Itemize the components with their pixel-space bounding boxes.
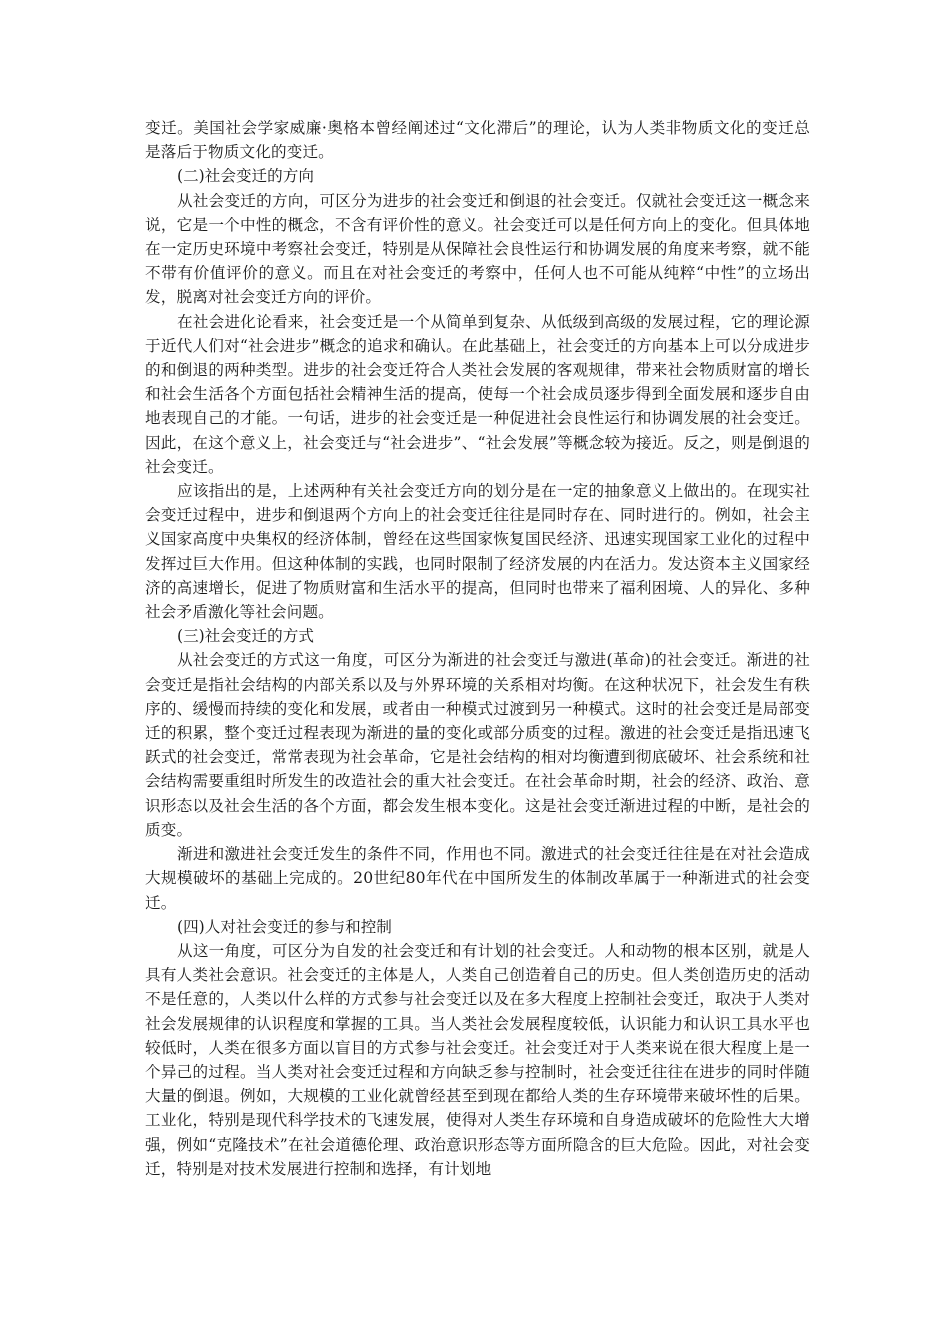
paragraph: 在社会进化论看来，社会变迁是一个从简单到复杂、从低级到高级的发展过程，它的理论源于近代人们对“社会进步”概念的追求和确认。在此基础上，社会变迁的方向基本上可以分成进步的和倒退的两种类型。进步的社会变迁符合人类社会发展的客观规律，带来社会物质财富的增长和社会生活各个方面包括社会精神生活的提高，使每一个社会成员逐步得到全面发展和逐步自由地表现自己的才能。一句话，进步的社会变迁是一种促进社会良性运行和协调发展的社会变迁。因此，在这个意义上，社会变迁与“社会进步”、“社会发展”等概念较为接近。反之，则是倒退的社会变迁。 [145, 312, 810, 476]
paragraph: 从这一角度，可区分为自发的社会变迁和有计划的社会变迁。人和动物的根本区别，就是人具有人类社会意识。社会变迁的主体是人，人类自己创造着自己的历史。但人类创造历史的活动不是任意的，人类以什么样的方式参与社会变迁以及在多大程度上控制社会变迁，取决于人类对社会发展规律的认识程度和掌握的工具。当人类社会发展程度较低，认识能力和认识工具水平也较低时，人类在很多方面以盲目的方式参与社会变迁。社会变迁对于人类来说在很大程度上是一个异己的过程。当人类对社会变迁过程和方向缺乏参与控制时，社会变迁往往在进步的同时伴随大量的倒退。例如，大规模的工业化就曾经甚至到现在都给人类的生存环境带来破坏性的后果。工业化，特别是现代科学技术的飞速发展，使得对人类生存环境和自身造成破坏的危险性大大增强，例如“克隆技术”在社会道德伦理、政治意识形态等方面所隐含的巨大危险。因此，对社会变迁，特别是对技术发展进行控制和选择，有计划地 [145, 941, 810, 1178]
paragraph: 渐进和激进社会变迁发生的条件不同，作用也不同。激进式的社会变迁往往是在对社会造成大规模破坏的基础上完成的。20世纪80年代在中国所发生的体制改革属于一种渐进式的社会变迁。 [145, 845, 810, 912]
paragraph-continuation: 变迁。美国社会学家威廉·奥格本曾经阐述过“文化滞后”的理论，认为人类非物质文化的变迁总是落后于物质文化的变迁。 [145, 119, 810, 162]
paragraph: 应该指出的是，上述两种有关社会变迁方向的划分是在一定的抽象意义上做出的。在现实社会变迁过程中，进步和倒退两个方向上的社会变迁往往是同时存在、同时进行的。例如，社会主义国家高度中央集权的经济体制，曾经在这些国家恢复国民经济、迅速实现国家工业化的过程中发挥过巨大作用。但这种体制的实践，也同时限制了经济发展的内在活力。发达资本主义国家经济的高速增长，促进了物质财富和生活水平的提高，但同时也带来了福利困境、人的异化、多种社会矛盾激化等社会问题。 [145, 482, 810, 622]
document-page [145, 116, 810, 1181]
paragraph: 从社会变迁的方式这一角度，可区分为渐进的社会变迁与激进(革命)的社会变迁。渐进的社会变迁是指社会结构的内部关系以及与外界环境的关系相对均衡。在这种状况下，社会发生有秩序的、缓慢而持续的变化和发展，或者由一种模式过渡到另一种模式。这时的社会变迁是局部变迁的积累，整个变迁过程表现为渐进的量的变化或部分质变的过程。激进的社会变迁是指迅速飞跃式的社会变迁，常常表现为社会革命，它是社会结构的相对均衡遭到彻底破坏、社会系统和社会结构需要重组时所发生的改造社会的重大社会变迁。在社会革命时期，社会的经济、政治、意识形态以及社会生活的各个方面，都会发生根本变化。这是社会变迁渐进过程的中断，是社会的质变。 [145, 651, 810, 839]
paragraph: 从社会变迁的方向，可区分为进步的社会变迁和倒退的社会变迁。仅就社会变迁这一概念来说，它是一个中性的概念，不含有评价性的意义。社会变迁可以是任何方向上的变化。但具体地在一定历史环境中考察社会变迁，特别是从保障社会良性运行和协调发展的角度来考察，就不能不带有价值评价的意义。而且在对社会变迁的考察中，任何人也不可能从纯粹“中性”的立场出发，脱离对社会变迁方向的评价。 [145, 191, 810, 307]
section-heading-participation: (四)人对社会变迁的参与和控制 [177, 917, 392, 936]
section-heading-mode: (三)社会变迁的方式 [177, 627, 314, 646]
section-heading-direction: (二)社会变迁的方向 [177, 167, 314, 186]
